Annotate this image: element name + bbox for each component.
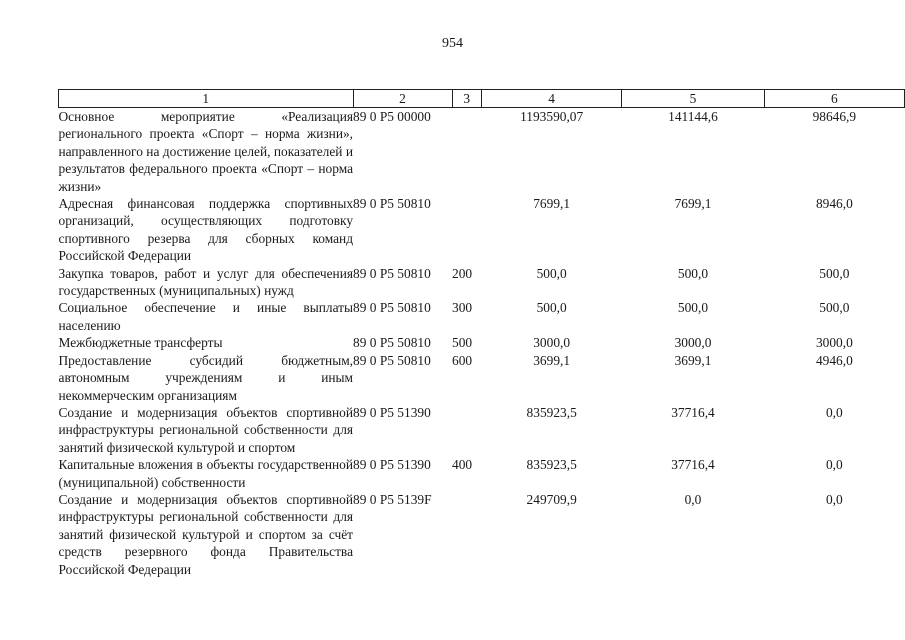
row-value-5: 141144,6 <box>668 109 718 124</box>
row-code: 89 0 Р5 50810 <box>353 335 431 351</box>
table-row <box>59 334 905 351</box>
row-code: 89 0 Р5 00000 <box>353 109 431 124</box>
row-code: 89 0 Р5 51390 <box>353 404 431 420</box>
row-value-4: 3000,0 <box>533 335 571 351</box>
row-value-6: 98646,9 <box>812 109 857 124</box>
row-code: 89 0 Р5 50810 <box>353 352 431 368</box>
row-expense-type <box>452 491 482 578</box>
row-value-5: 3000,0 <box>674 335 712 351</box>
row-name: Адресная финансовая поддержка спортивных организаций, осуществляющих подготовку спортивного резерва для сборных команд Российской Федерации <box>58 196 354 264</box>
table-row <box>59 195 905 265</box>
row-value-6: 0,0 <box>825 491 843 507</box>
table-row <box>59 108 905 196</box>
column-header-3: 3 <box>452 90 482 108</box>
row-name: Основное мероприятие «Реализация регионального проекта «Спорт – норма жизни», направленного на достижение целей, показателей и результатов федерального проекта «Спорт – норма жизни» <box>58 109 354 194</box>
row-code: 89 0 Р5 50810 <box>353 300 431 316</box>
row-expense-type: 300 <box>452 300 473 316</box>
row-code: 89 0 Р5 50810 <box>353 265 431 281</box>
row-expense-type <box>452 195 482 265</box>
table-header-row <box>59 90 905 108</box>
row-name: Создание и модернизация объектов спортивной инфраструктуры региональной собственности для занятий физической культурой и спортом за счёт средств резервного фонда Правительства Российской Федерации <box>58 491 354 577</box>
row-value-5: 500,0 <box>677 300 709 316</box>
row-value-6: 0,0 <box>825 457 843 473</box>
row-value-6: 4946,0 <box>815 352 853 368</box>
row-expense-type: 200 <box>452 265 473 281</box>
row-value-5: 500,0 <box>677 265 709 281</box>
row-name: Социальное обеспечение и иные выплаты населению <box>58 300 354 333</box>
row-value-4: 3699,1 <box>533 352 571 368</box>
table-row <box>59 265 905 300</box>
row-value-4: 835923,5 <box>526 404 577 420</box>
budget-table <box>58 89 905 578</box>
row-value-4: 835923,5 <box>526 457 577 473</box>
row-expense-type: 500 <box>452 335 473 351</box>
row-value-5: 3699,1 <box>674 352 712 368</box>
row-expense-type: 600 <box>452 352 473 368</box>
row-name: Межбюджетные трансферты <box>58 335 223 351</box>
table-row <box>59 491 905 578</box>
row-value-5: 37716,4 <box>671 404 715 420</box>
row-expense-type: 400 <box>452 457 473 473</box>
row-value-5: 0,0 <box>684 491 702 507</box>
row-value-6: 3000,0 <box>815 335 853 351</box>
row-value-4: 500,0 <box>536 300 567 316</box>
row-value-4: 500,0 <box>536 265 567 281</box>
column-header-6: 6 <box>764 90 904 108</box>
row-value-5: 7699,1 <box>674 196 712 212</box>
row-value-6: 0,0 <box>825 404 843 420</box>
row-value-6: 500,0 <box>819 300 850 316</box>
row-expense-type <box>452 404 482 456</box>
row-name: Закупка товаров, работ и услуг для обеспечения государственных (муниципальных) нужд <box>58 265 354 299</box>
row-code: 89 0 Р5 51390 <box>353 457 431 473</box>
row-value-4: 7699,1 <box>533 196 571 212</box>
row-name: Предоставление субсидий бюджетным, автономным учреждениям и иным некоммерческим организациям <box>58 352 354 403</box>
column-header-5: 5 <box>622 90 764 108</box>
row-value-5: 37716,4 <box>671 457 715 473</box>
row-code: 89 0 Р5 50810 <box>353 196 431 212</box>
row-name: Капитальные вложения в объекты государственной (муниципальной) собственности <box>58 457 354 490</box>
row-value-6: 500,0 <box>819 265 850 281</box>
table-row <box>59 404 905 456</box>
table-row <box>59 352 905 404</box>
column-header-2: 2 <box>353 90 452 108</box>
page-number: 954 <box>442 36 463 51</box>
row-code: 89 0 Р5 5139F <box>353 491 432 507</box>
row-value-6: 8946,0 <box>815 196 853 212</box>
row-expense-type <box>452 108 482 196</box>
row-value-4: 1193590,07 <box>520 109 584 124</box>
table-row <box>59 299 905 334</box>
column-header-1: 1 <box>59 90 354 108</box>
column-header-4: 4 <box>482 90 622 108</box>
row-name: Создание и модернизация объектов спортивной инфраструктуры региональной собственности для занятий физической культурой и спортом <box>58 404 354 455</box>
table-row <box>59 456 905 491</box>
row-value-4: 249709,9 <box>526 491 577 507</box>
